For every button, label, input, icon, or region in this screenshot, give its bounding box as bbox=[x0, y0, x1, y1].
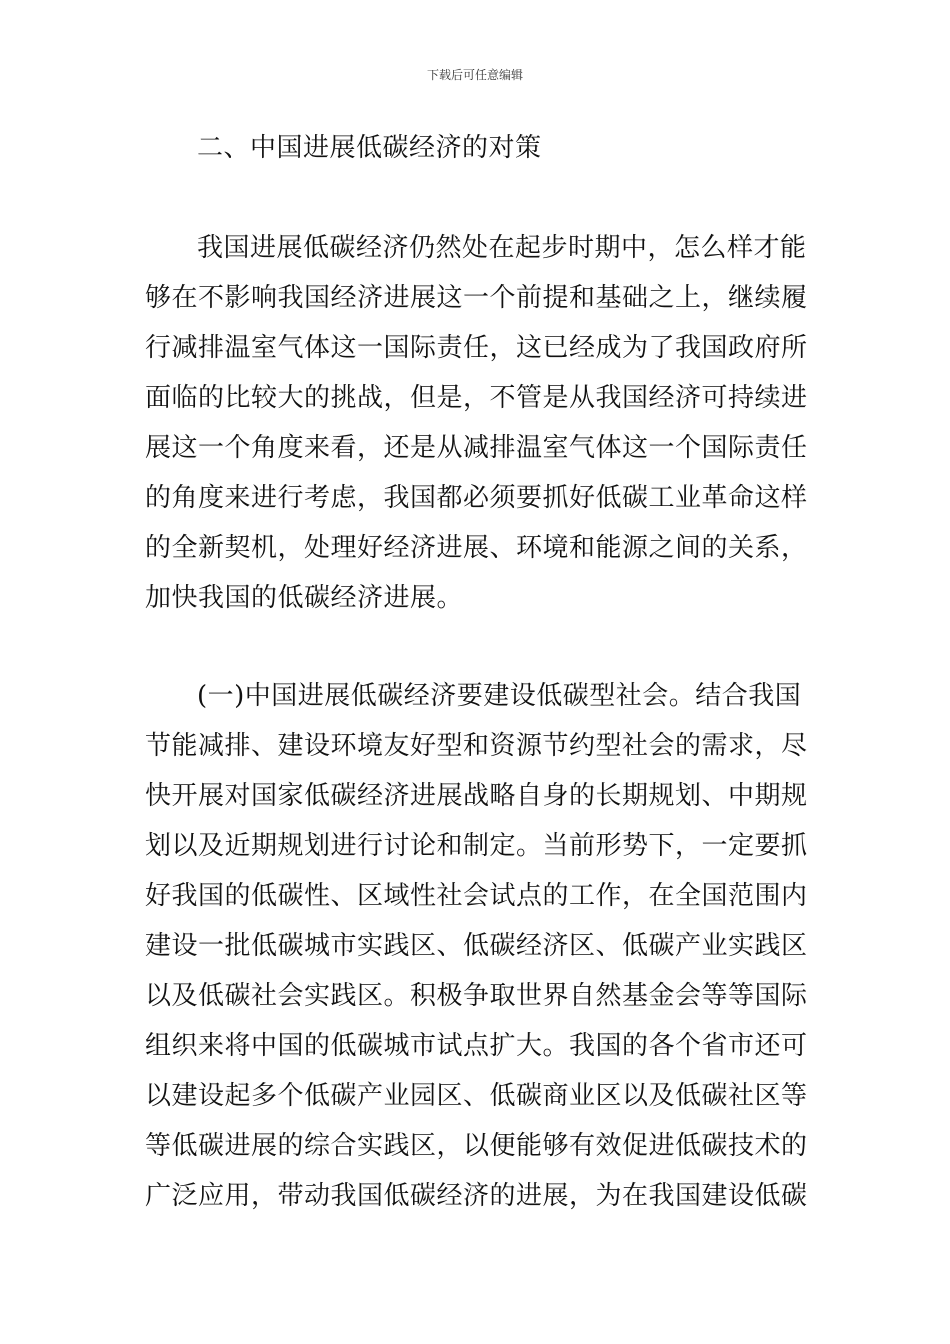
paragraph-line: 的角度来进行考虑，我国都必须要抓好低碳工业革命这样 bbox=[145, 483, 808, 513]
section-title: 二、中国进展低碳经济的对策 bbox=[197, 133, 542, 163]
paragraph-line: 面临的比较大的挑战，但是，不管是从我国经济可持续进 bbox=[145, 383, 808, 413]
paragraph-line: 建设一批低碳城市实践区、低碳经济区、低碳产业实践区 bbox=[145, 931, 808, 961]
paragraph-line: 展这一个角度来看，还是从减排温室气体这一个国际责任 bbox=[145, 433, 808, 463]
paragraph-line: 以建设起多个低碳产业园区、低碳商业区以及低碳社区等 bbox=[145, 1081, 808, 1111]
paragraph-line: 快开展对国家低碳经济进展战略自身的长期规划、中期规 bbox=[145, 781, 808, 811]
paragraph-line: 行减排温室气体这一国际责任，这已经成为了我国政府所 bbox=[145, 333, 808, 363]
paragraph-line: 我国进展低碳经济仍然处在起步时期中，怎么样才能 bbox=[197, 233, 807, 263]
header-note: 下载后可任意编辑 bbox=[426, 68, 523, 82]
paragraph-line: 等低碳进展的综合实践区，以便能够有效促进低碳技术的 bbox=[145, 1131, 808, 1161]
paragraph-line: 划以及近期规划进行讨论和制定。当前形势下，一定要抓 bbox=[145, 831, 808, 861]
paragraph-line: 组织来将中国的低碳城市试点扩大。我国的各个省市还可 bbox=[145, 1031, 808, 1061]
paragraph-line: 加快我国的低碳经济进展。 bbox=[145, 583, 464, 613]
paragraph-line: 以及低碳社会实践区。积极争取世界自然基金会等等国际 bbox=[145, 981, 808, 1011]
paragraph-line: 够在不影响我国经济进展这一个前提和基础之上，继续履 bbox=[145, 283, 808, 313]
paragraph-line: 广泛应用，带动我国低碳经济的进展，为在我国建设低碳 bbox=[145, 1181, 808, 1211]
paragraph-line: 好我国的低碳性、区域性社会试点的工作，在全国范围内 bbox=[145, 881, 808, 911]
paragraph-line: 节能减排、建设环境友好型和资源节约型社会的需求，尽 bbox=[145, 731, 808, 761]
paragraph-line: 的全新契机，处理好经济进展、环境和能源之间的关系， bbox=[145, 533, 808, 563]
paragraph-line: (一)中国进展低碳经济要建设低碳型社会。结合我国 bbox=[197, 681, 802, 711]
